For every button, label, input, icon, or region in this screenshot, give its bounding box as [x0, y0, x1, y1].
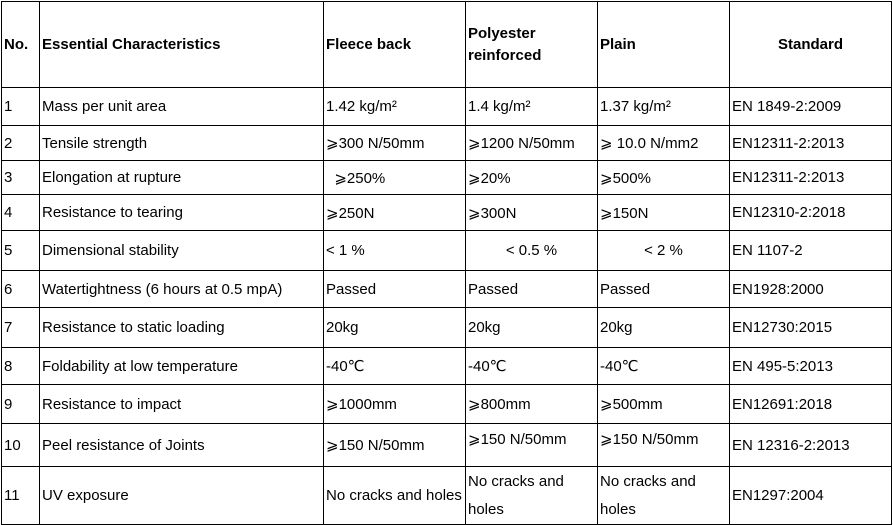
row-standard: EN 1107-2: [730, 231, 892, 271]
row-characteristic: UV exposure: [40, 467, 324, 525]
row-fleece-value: No cracks and holes: [324, 467, 466, 525]
row-plain-value: ⩾500%: [598, 161, 730, 195]
row-no: 4: [2, 195, 40, 231]
row-characteristic: Mass per unit area: [40, 88, 324, 126]
row-fleece-value: ⩾300 N/50mm: [324, 126, 466, 161]
row-polyester-value: ⩾20%: [466, 161, 598, 195]
row-standard: EN1297:2004: [730, 467, 892, 525]
row-fleece-value: ⩾1000mm: [324, 385, 466, 424]
row-characteristic: Foldability at low temperature: [40, 348, 324, 385]
row-characteristic: Dimensional stability: [40, 231, 324, 271]
row-standard: EN 495-5:2013: [730, 348, 892, 385]
row-plain-value: 20kg: [598, 308, 730, 348]
row-plain-value: ⩾150N: [598, 195, 730, 231]
table-row: [2, 308, 892, 348]
row-fleece-value: ⩾250%: [324, 161, 466, 195]
characteristics-table: [1, 1, 892, 525]
row-plain-value: ⩾500mm: [598, 385, 730, 424]
row-polyester-value: ⩾1200 N/50mm: [466, 126, 598, 161]
row-plain-value: ⩾ 10.0 N/mm2: [598, 126, 730, 161]
row-standard: EN12311-2:2013: [730, 161, 892, 195]
row-standard: EN 1849-2:2009: [730, 88, 892, 126]
row-fleece-value: 20kg: [324, 308, 466, 348]
table-row: [2, 348, 892, 385]
row-polyester-value: Passed: [466, 271, 598, 308]
table-row: [2, 161, 892, 195]
row-no: 11: [2, 467, 40, 525]
row-characteristic: Tensile strength: [40, 126, 324, 161]
row-no: 7: [2, 308, 40, 348]
table-row: [2, 88, 892, 126]
table-row: [2, 231, 892, 271]
row-characteristic: Watertightness (6 hours at 0.5 mpA): [40, 271, 324, 308]
header-polyester-reinforced: Polyester reinforced: [466, 2, 598, 88]
row-characteristic: Resistance to static loading: [40, 308, 324, 348]
row-plain-value: -40℃: [598, 348, 730, 385]
row-plain-value: < 2 %: [598, 231, 730, 271]
header-characteristics: Essential Characteristics: [40, 2, 324, 88]
row-fleece-value: < 1 %: [324, 231, 466, 271]
row-fleece-value: Passed: [324, 271, 466, 308]
row-characteristic: Elongation at rupture: [40, 161, 324, 195]
row-fleece-value: ⩾150 N/50mm: [324, 424, 466, 467]
row-characteristic: Resistance to impact: [40, 385, 324, 424]
row-standard: EN 12316-2:2013: [730, 424, 892, 467]
row-standard: EN12691:2018: [730, 385, 892, 424]
row-no: 10: [2, 424, 40, 467]
row-polyester-value: No cracks and holes: [466, 467, 598, 525]
row-polyester-value: ⩾300N: [466, 195, 598, 231]
row-plain-value: 1.37 kg/m²: [598, 88, 730, 126]
row-standard: EN12310-2:2018: [730, 195, 892, 231]
table-row: [2, 467, 892, 525]
row-polyester-value: 20kg: [466, 308, 598, 348]
row-characteristic: Resistance to tearing: [40, 195, 324, 231]
table-header-row: [2, 2, 892, 88]
row-standard: EN1928:2000: [730, 271, 892, 308]
row-polyester-value: -40℃: [466, 348, 598, 385]
header-standard: Standard: [730, 2, 892, 88]
row-polyester-value: 1.4 kg/m²: [466, 88, 598, 126]
row-polyester-value: < 0.5 %: [466, 231, 598, 271]
row-characteristic: Peel resistance of Joints: [40, 424, 324, 467]
row-polyester-value: ⩾150 N/50mm: [466, 424, 598, 467]
table-row: [2, 424, 892, 467]
table-row: [2, 385, 892, 424]
table-row: [2, 271, 892, 308]
row-plain-value: ⩾150 N/50mm: [598, 424, 730, 467]
table-row: [2, 195, 892, 231]
header-no: No.: [2, 2, 40, 88]
table-row: [2, 126, 892, 161]
row-no: 1: [2, 88, 40, 126]
row-plain-value: Passed: [598, 271, 730, 308]
row-fleece-value: ⩾250N: [324, 195, 466, 231]
row-fleece-value: -40℃: [324, 348, 466, 385]
row-no: 6: [2, 271, 40, 308]
row-no: 9: [2, 385, 40, 424]
header-fleece-back: Fleece back: [324, 2, 466, 88]
header-plain: Plain: [598, 2, 730, 88]
row-no: 8: [2, 348, 40, 385]
row-no: 5: [2, 231, 40, 271]
row-standard: EN12730:2015: [730, 308, 892, 348]
row-fleece-value: 1.42 kg/m²: [324, 88, 466, 126]
row-plain-value: No cracks and holes: [598, 467, 730, 525]
row-no: 3: [2, 161, 40, 195]
row-polyester-value: ⩾800mm: [466, 385, 598, 424]
row-no: 2: [2, 126, 40, 161]
row-standard: EN12311-2:2013: [730, 126, 892, 161]
